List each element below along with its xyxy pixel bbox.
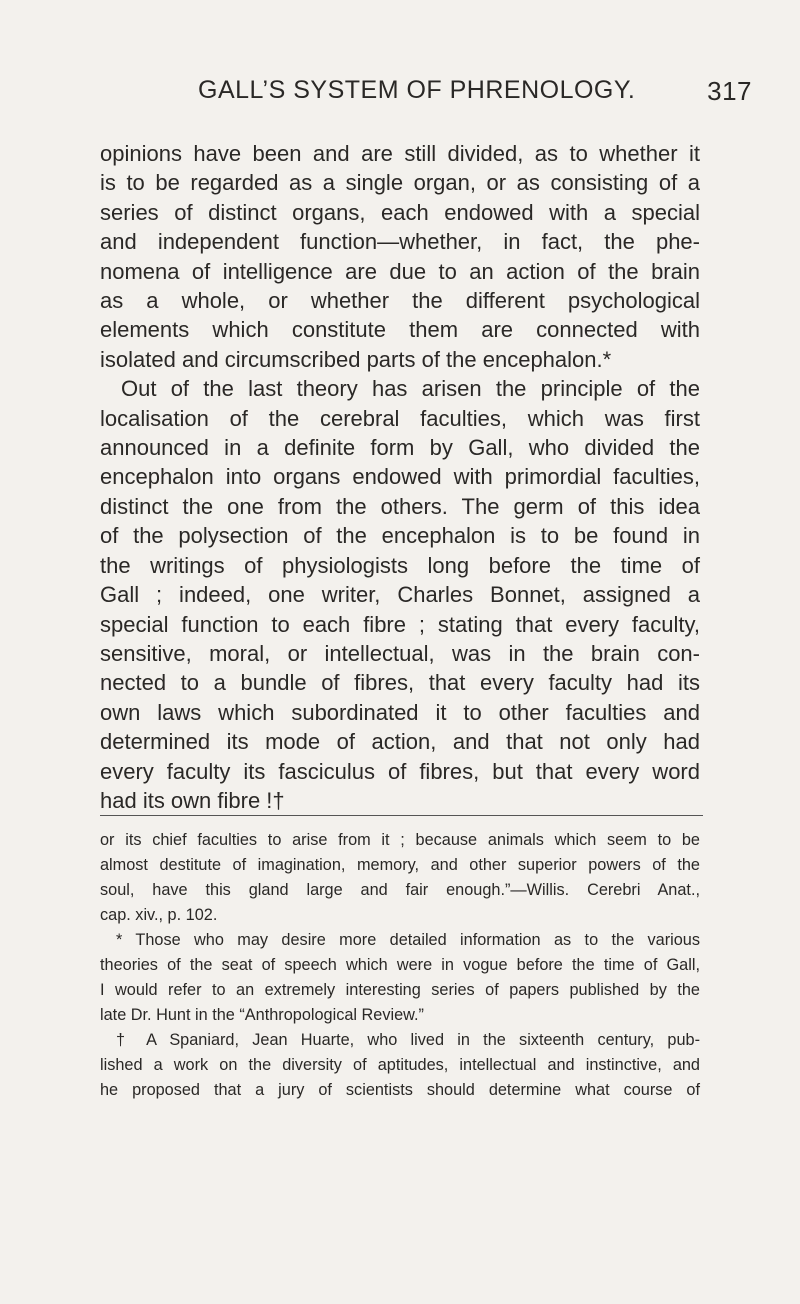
body-line: special function to each fibre ; stating that every faculty, — [100, 611, 700, 637]
body-line: and independent function—whether, in fact, the phe- — [100, 229, 700, 255]
body-line: own laws which subordinated it to other faculties and — [100, 699, 700, 725]
body-line: the writings of physiologists long before the time of — [100, 552, 700, 578]
footnote-line: cap. xiv., p. 102. — [100, 906, 218, 924]
running-title: GALL’S SYSTEM OF PHRENOLOGY. — [198, 76, 636, 104]
body-line: is to be regarded as a single organ, or as consisting of a — [100, 170, 700, 196]
body-line: elements which constitute them are connected with — [100, 317, 700, 343]
body-line: distinct the one from the others. The germ of this idea — [100, 493, 700, 519]
footnote-line: theories of the seat of speech which were in vogue before the time of Gall, — [100, 956, 700, 974]
footnote-line: or its chief faculties to arise from it ; because animals which seem to be — [100, 831, 700, 849]
footnote-line: late Dr. Hunt in the “Anthropological Review.” — [100, 1006, 424, 1024]
body-line: encephalon into organs endowed with primordial faculties, — [100, 464, 700, 490]
body-line: determined its mode of action, and that not only had — [100, 729, 700, 755]
body-line: isolated and circumscribed parts of the encephalon.* — [100, 346, 612, 372]
body-text — [100, 139, 700, 815]
body-line: Gall ; indeed, one writer, Charles Bonnet, assigned a — [100, 582, 700, 608]
body-line: announced in a definite form by Gall, who divided the — [100, 435, 700, 461]
body-line: opinions have been and are still divided, as to whether it — [100, 141, 700, 166]
body-line: Out of the last theory has arisen the principle of the — [121, 376, 700, 402]
footnote-line: he proposed that a jury of scientists should determine what course of — [100, 1081, 700, 1099]
body-line: had its own fibre !† — [100, 787, 285, 813]
page-number: 317 — [707, 76, 752, 106]
footnote-line: * Those who may desire more detailed information as to the various — [116, 931, 700, 949]
body-line: series of distinct organs, each endowed with a special — [100, 199, 700, 225]
body-line: sensitive, moral, or intellectual, was in the brain con- — [100, 640, 700, 666]
footnote-line: almost destitute of imagination, memory, and other superior powers of the — [100, 856, 700, 874]
footnote-divider — [100, 815, 703, 816]
body-line: every faculty its fasciculus of fibres, but that every word — [100, 758, 700, 784]
footnote-line: lished a work on the diversity of aptitudes, intellectual and instinctive, and — [100, 1056, 700, 1074]
footnote-line: soul, have this gland large and fair enough.”—Willis. Cerebri Anat., — [100, 881, 700, 899]
body-line: nomena of intelligence are due to an action of the brain — [100, 258, 700, 284]
footnotes — [100, 828, 700, 1103]
body-line: as a whole, or whether the different psychological — [100, 288, 700, 314]
body-line: localisation of the cerebral faculties, which was first — [100, 405, 700, 431]
body-line: of the polysection of the encephalon is to be found in — [100, 523, 700, 549]
footnote-line: I would refer to an extremely interesting series of papers published by the — [100, 981, 700, 999]
body-line: nected to a bundle of fibres, that every faculty had its — [100, 670, 700, 696]
footnote-line: † A Spaniard, Jean Huarte, who lived in the sixteenth century, pub- — [116, 1031, 700, 1049]
